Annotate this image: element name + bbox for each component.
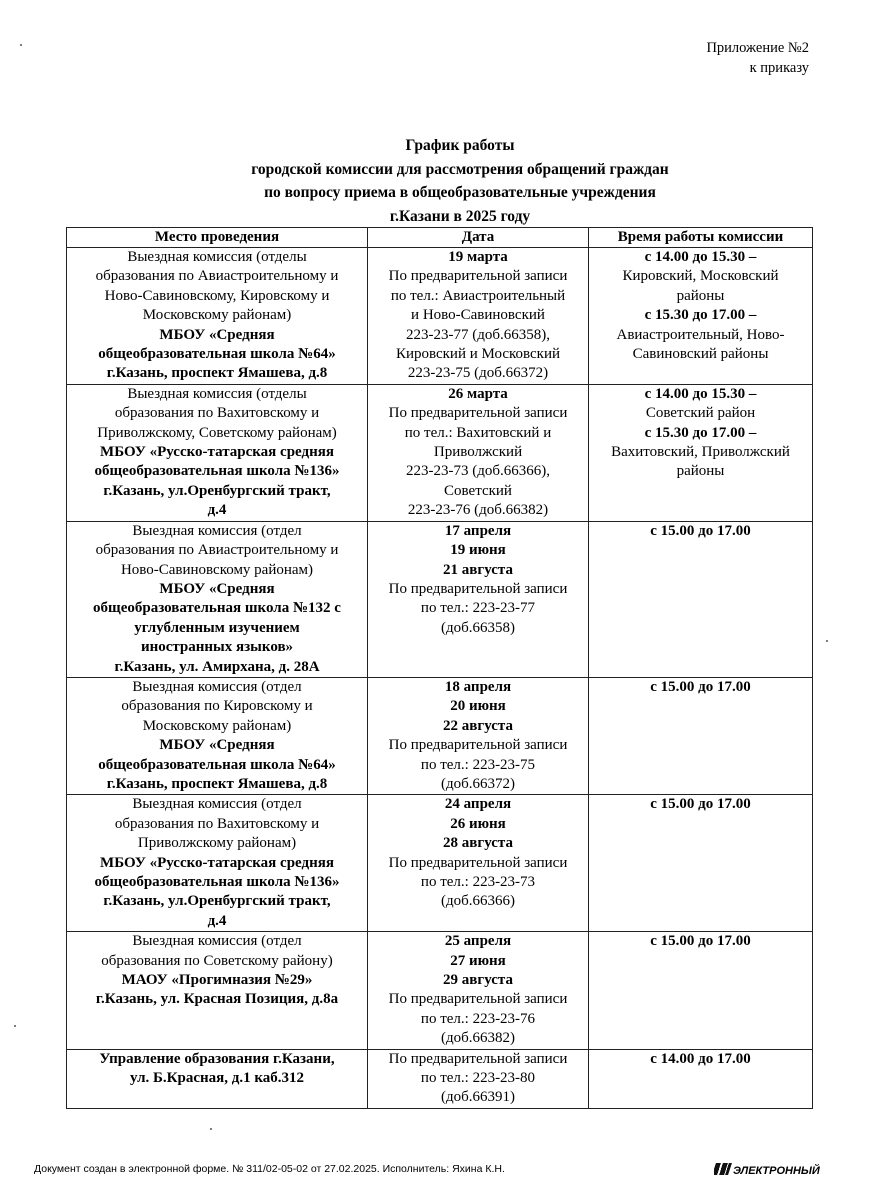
cell-line: 18 апреля xyxy=(444,678,512,695)
table-row xyxy=(67,677,813,794)
cell-line: 21 августа xyxy=(443,561,513,578)
column-header-date: Дата xyxy=(368,228,589,248)
cell-line: Выездная комиссия (отделы xyxy=(127,385,307,402)
cell-line: образования по Вахитовскому и xyxy=(114,405,320,422)
cell-line: по тел.: Вахитовский и xyxy=(404,424,552,441)
appendix-line: Приложение №2 xyxy=(706,40,809,56)
cell-line: По предварительной записи xyxy=(388,991,568,1008)
scan-speck xyxy=(20,44,22,46)
cell-line: образования по Советскому району) xyxy=(101,952,333,969)
cell-line: по тел.: Авиастроительный xyxy=(390,287,566,304)
cell-line: и Ново-Савиновский xyxy=(411,307,545,324)
cell-line: По предварительной записи xyxy=(388,580,568,597)
cell-line: МБОУ «Русско-татарская средняя xyxy=(100,444,334,461)
appendix-header xyxy=(609,38,809,78)
cell-line: Московскому районам) xyxy=(142,717,292,734)
cell-line: г.Казань, проспект Ямашева, д.8 xyxy=(106,365,328,382)
cell-line: г.Казань, ул.Оренбургский тракт, xyxy=(103,893,331,910)
cell-line: по тел.: 223-23-75 xyxy=(420,756,536,773)
cell-line: Выездная комиссия (отдел xyxy=(132,933,302,950)
cell-place xyxy=(67,1049,368,1108)
cell-date xyxy=(368,677,589,794)
cell-line: 223-23-73 (доб.66366), xyxy=(406,463,550,480)
cell-line: Кировский, Московский xyxy=(622,268,779,285)
schedule-body xyxy=(67,248,813,1109)
electronic-document-stamp xyxy=(714,1163,832,1183)
table-row xyxy=(67,248,813,385)
table-row xyxy=(67,521,813,677)
cell-place xyxy=(67,521,368,677)
cell-line: районы xyxy=(676,463,725,480)
table-header-row xyxy=(67,228,813,248)
cell-line: с 15.00 до 17.00 xyxy=(650,796,751,813)
cell-line: образования по Вахитовскому и xyxy=(114,815,320,832)
cell-time xyxy=(589,932,813,1049)
cell-line: 19 июня xyxy=(450,542,506,559)
cell-line: ул. Б.Красная, д.1 каб.312 xyxy=(129,1070,305,1087)
cell-line: по тел.: 223-23-73 xyxy=(420,874,536,890)
table-row xyxy=(67,1049,813,1108)
cell-time xyxy=(589,1049,813,1108)
cell-date xyxy=(368,248,589,385)
title-line: городской комиссии для рассмотрения обращений граждан xyxy=(251,160,669,178)
table-row xyxy=(67,932,813,1049)
cell-line: МБОУ «Русско-татарская средняя xyxy=(100,854,334,871)
cell-line: По предварительной записи xyxy=(388,405,568,422)
title-line: г.Казани в 2025 году xyxy=(389,207,531,225)
cell-time xyxy=(589,521,813,677)
cell-line: (доб.66358) xyxy=(440,619,515,636)
cell-line: общеобразовательная школа №64» xyxy=(98,346,336,363)
cell-line: 28 августа xyxy=(443,835,513,852)
cell-line: Выездная комиссия (отдел xyxy=(132,678,302,695)
cell-date xyxy=(368,521,589,677)
cell-date xyxy=(368,384,589,521)
title-line: График работы xyxy=(405,137,515,154)
cell-line: с 15.00 до 17.00 xyxy=(650,522,751,539)
cell-line: Выездная комиссия (отдел xyxy=(132,796,302,813)
cell-line: МАОУ «Прогимназия №29» xyxy=(121,972,313,989)
cell-line: по тел.: 223-23-76 xyxy=(420,1010,536,1027)
cell-date xyxy=(368,1049,589,1108)
cell-line: образования по Авиастроительному и xyxy=(95,268,339,285)
cell-line: Выездная комиссия (отдел xyxy=(132,522,302,539)
cell-line: с 15.30 до 17.00 – xyxy=(644,307,757,324)
cell-line: г.Казань, ул.Оренбургский тракт, xyxy=(103,482,331,499)
cell-line: По предварительной записи xyxy=(388,854,568,871)
cell-line: с 14.00 до 17.00 xyxy=(650,1050,751,1067)
cell-line: г.Казань, проспект Ямашева, д.8 xyxy=(106,775,328,792)
cell-line: Вахитовский, Приволжский xyxy=(611,444,790,461)
cell-line: с 15.30 до 17.00 – xyxy=(644,424,757,441)
cell-line: 223-23-76 (доб.66382) xyxy=(407,502,549,519)
cell-line: общеобразовательная школа №132 с xyxy=(93,600,341,617)
scan-speck xyxy=(210,1128,212,1130)
cell-line: по тел.: 223-23-77 xyxy=(420,600,536,617)
table-row xyxy=(67,795,813,932)
cell-line: МБОУ «Средняя xyxy=(159,326,275,343)
cell-line: общеобразовательная школа №136» xyxy=(94,463,340,480)
cell-line: По предварительной записи xyxy=(388,737,568,754)
stamp-text: ЭЛЕКТРОННЫЙ xyxy=(733,1165,820,1177)
cell-line: 22 августа xyxy=(443,717,513,734)
cell-line: 24 апреля xyxy=(444,796,512,813)
cell-line: (доб.66366) xyxy=(440,893,515,910)
cell-place xyxy=(67,384,368,521)
cell-place xyxy=(67,248,368,385)
cell-line: с 15.00 до 17.00 xyxy=(650,933,751,950)
cell-line: образования по Авиастроительному и xyxy=(95,542,339,559)
cell-line: Управление образования г.Казани, xyxy=(99,1050,335,1067)
cell-line: Авиастроительный, Ново- xyxy=(616,326,785,343)
cell-line: МБОУ «Средняя xyxy=(159,737,275,754)
cell-line: 26 марта xyxy=(448,385,508,402)
cell-time xyxy=(589,248,813,385)
cell-place xyxy=(67,677,368,794)
appendix-line: к приказу xyxy=(749,60,809,76)
cell-line: Ново-Савиновскому, Кировскому и xyxy=(104,287,330,304)
cell-place xyxy=(67,932,368,1049)
cell-line: с 14.00 до 15.30 – xyxy=(644,249,757,265)
scan-speck xyxy=(826,640,828,642)
cell-line: 17 апреля xyxy=(444,522,512,539)
cell-line: Кировский и Московский xyxy=(395,346,561,363)
cell-line: Московскому районам) xyxy=(142,307,292,324)
cell-line: д.4 xyxy=(207,502,227,519)
cell-line: общеобразовательная школа №136» xyxy=(94,874,340,890)
cell-line: г.Казань, ул. Красная Позиция, д.8а xyxy=(95,991,339,1008)
cell-line: По предварительной записи xyxy=(388,268,568,285)
cell-line: 223-23-75 (доб.66372) xyxy=(407,365,549,382)
cell-line: (доб.66382) xyxy=(440,1030,515,1047)
cell-time xyxy=(589,677,813,794)
column-header-time: Время работы комиссии xyxy=(589,228,813,248)
cell-line: общеобразовательная школа №64» xyxy=(98,756,336,773)
cell-line: Савиновский районы xyxy=(632,346,769,363)
table-row xyxy=(67,384,813,521)
document-title xyxy=(60,134,860,228)
title-line: по вопросу приема в общеобразовательные учреждения xyxy=(264,184,656,201)
cell-line: с 14.00 до 15.30 – xyxy=(644,385,757,402)
schedule-table xyxy=(66,227,813,1109)
cell-line: 26 июня xyxy=(450,815,506,832)
cell-line: Ново-Савиновскому районам) xyxy=(120,561,314,578)
scan-speck xyxy=(14,1025,16,1027)
cell-line: образования по Кировскому и xyxy=(121,698,313,715)
cell-line: 27 июня xyxy=(450,952,506,969)
column-header-place: Место проведения xyxy=(67,228,368,248)
cell-line: 20 июня xyxy=(450,698,506,715)
cell-line: с 15.00 до 17.00 xyxy=(650,678,751,695)
cell-line: 29 августа xyxy=(443,972,513,989)
cell-date xyxy=(368,932,589,1049)
cell-line: 223-23-77 (доб.66358), xyxy=(406,326,550,343)
cell-time xyxy=(589,795,813,932)
cell-line: 19 марта xyxy=(448,249,508,265)
cell-line: иностранных языков» xyxy=(140,639,294,656)
cell-line: (доб.66391) xyxy=(440,1089,515,1106)
cell-line: Выездная комиссия (отделы xyxy=(127,249,307,265)
cell-place xyxy=(67,795,368,932)
cell-line: (доб.66372) xyxy=(440,775,515,792)
cell-line: углубленным изучением xyxy=(134,619,300,636)
cell-date xyxy=(368,795,589,932)
cell-line: Приволжскому районам) xyxy=(137,835,297,852)
cell-line: г.Казань, ул. Амирхана, д. 28А xyxy=(114,658,320,675)
cell-line: районы xyxy=(676,287,725,304)
cell-line: по тел.: 223-23-80 xyxy=(420,1070,536,1087)
cell-time xyxy=(589,384,813,521)
cell-line: По предварительной записи xyxy=(388,1050,568,1067)
cell-line: Приволжский xyxy=(433,444,523,461)
footer-document-info: Документ создан в электронной форме. № 311/02-05-02 от 27.02.2025. Исполнитель: Яхина К.Н. xyxy=(34,1163,505,1175)
stamp-logo-icon xyxy=(714,1163,732,1175)
cell-line: 25 апреля xyxy=(444,933,512,950)
cell-line: д.4 xyxy=(207,912,227,929)
cell-line: Приволжскому, Советскому районам) xyxy=(97,424,337,441)
cell-line: Советский район xyxy=(645,405,756,422)
cell-line: МБОУ «Средняя xyxy=(159,580,275,597)
cell-line: Советский xyxy=(444,482,512,499)
